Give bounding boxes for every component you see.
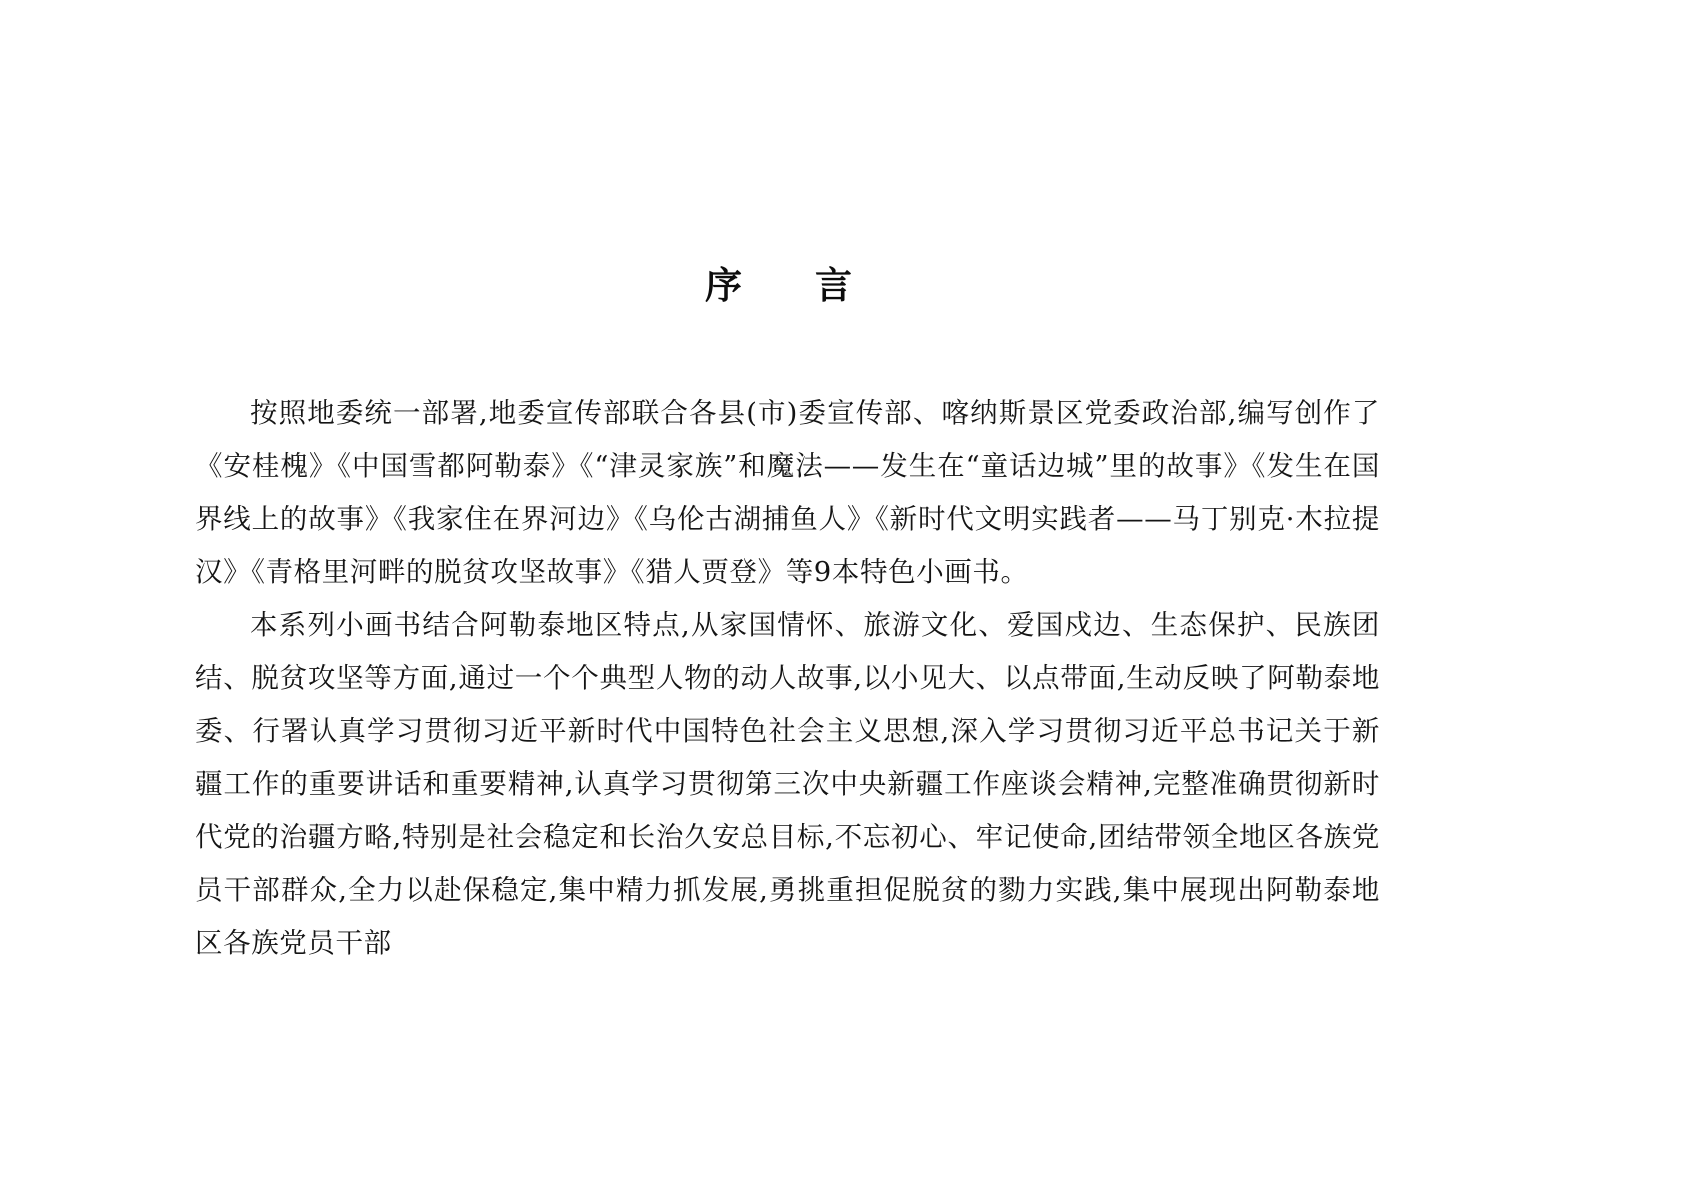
- page-title: 序 言: [705, 263, 870, 307]
- paragraph-2: 本系列小画书结合阿勒泰地区特点,从家国情怀、旅游文化、爱国戍边、生态保护、民族团结、脱贫攻坚等方面,通过一个个典型人物的动人故事,以小见大、以点带面,生动反映了阿勒泰地委、行署认真学习贯彻习近平新时代中国特色社会主义思想,深入学习贯彻习近平总书记关于新疆工作的重要讲话和重要精神,认真学习贯彻第三次中央新疆工作座谈会精神,完整准确贯彻新时代党的治疆方略,特别是社会稳定和长治久安总目标,不忘初心、牢记使命,团结带领全地区各族党员干部群众,全力以赴保稳定,集中精力抓发展,勇挑重担促脱贫的勠力实践,集中展现出阿勒泰地区各族党员干部: [195, 609, 1380, 959]
- body-text: [195, 387, 1380, 970]
- paragraph-1: 按照地委统一部署,地委宣传部联合各县(市)委宣传部、喀纳斯景区党委政治部,编写创作了《安桂槐》《中国雪都阿勒泰》《“津灵家族”和魔法——发生在“童话边城”里的故事》《发生在国界线上的故事》《我家住在界河边》《乌伦古湖捕鱼人》《新时代文明实践者——马丁别克·木拉提汉》《青格里河畔的脱贫攻坚故事》《猎人贾登》等9本特色小画书。: [195, 397, 1380, 588]
- page-content: [195, 255, 1380, 970]
